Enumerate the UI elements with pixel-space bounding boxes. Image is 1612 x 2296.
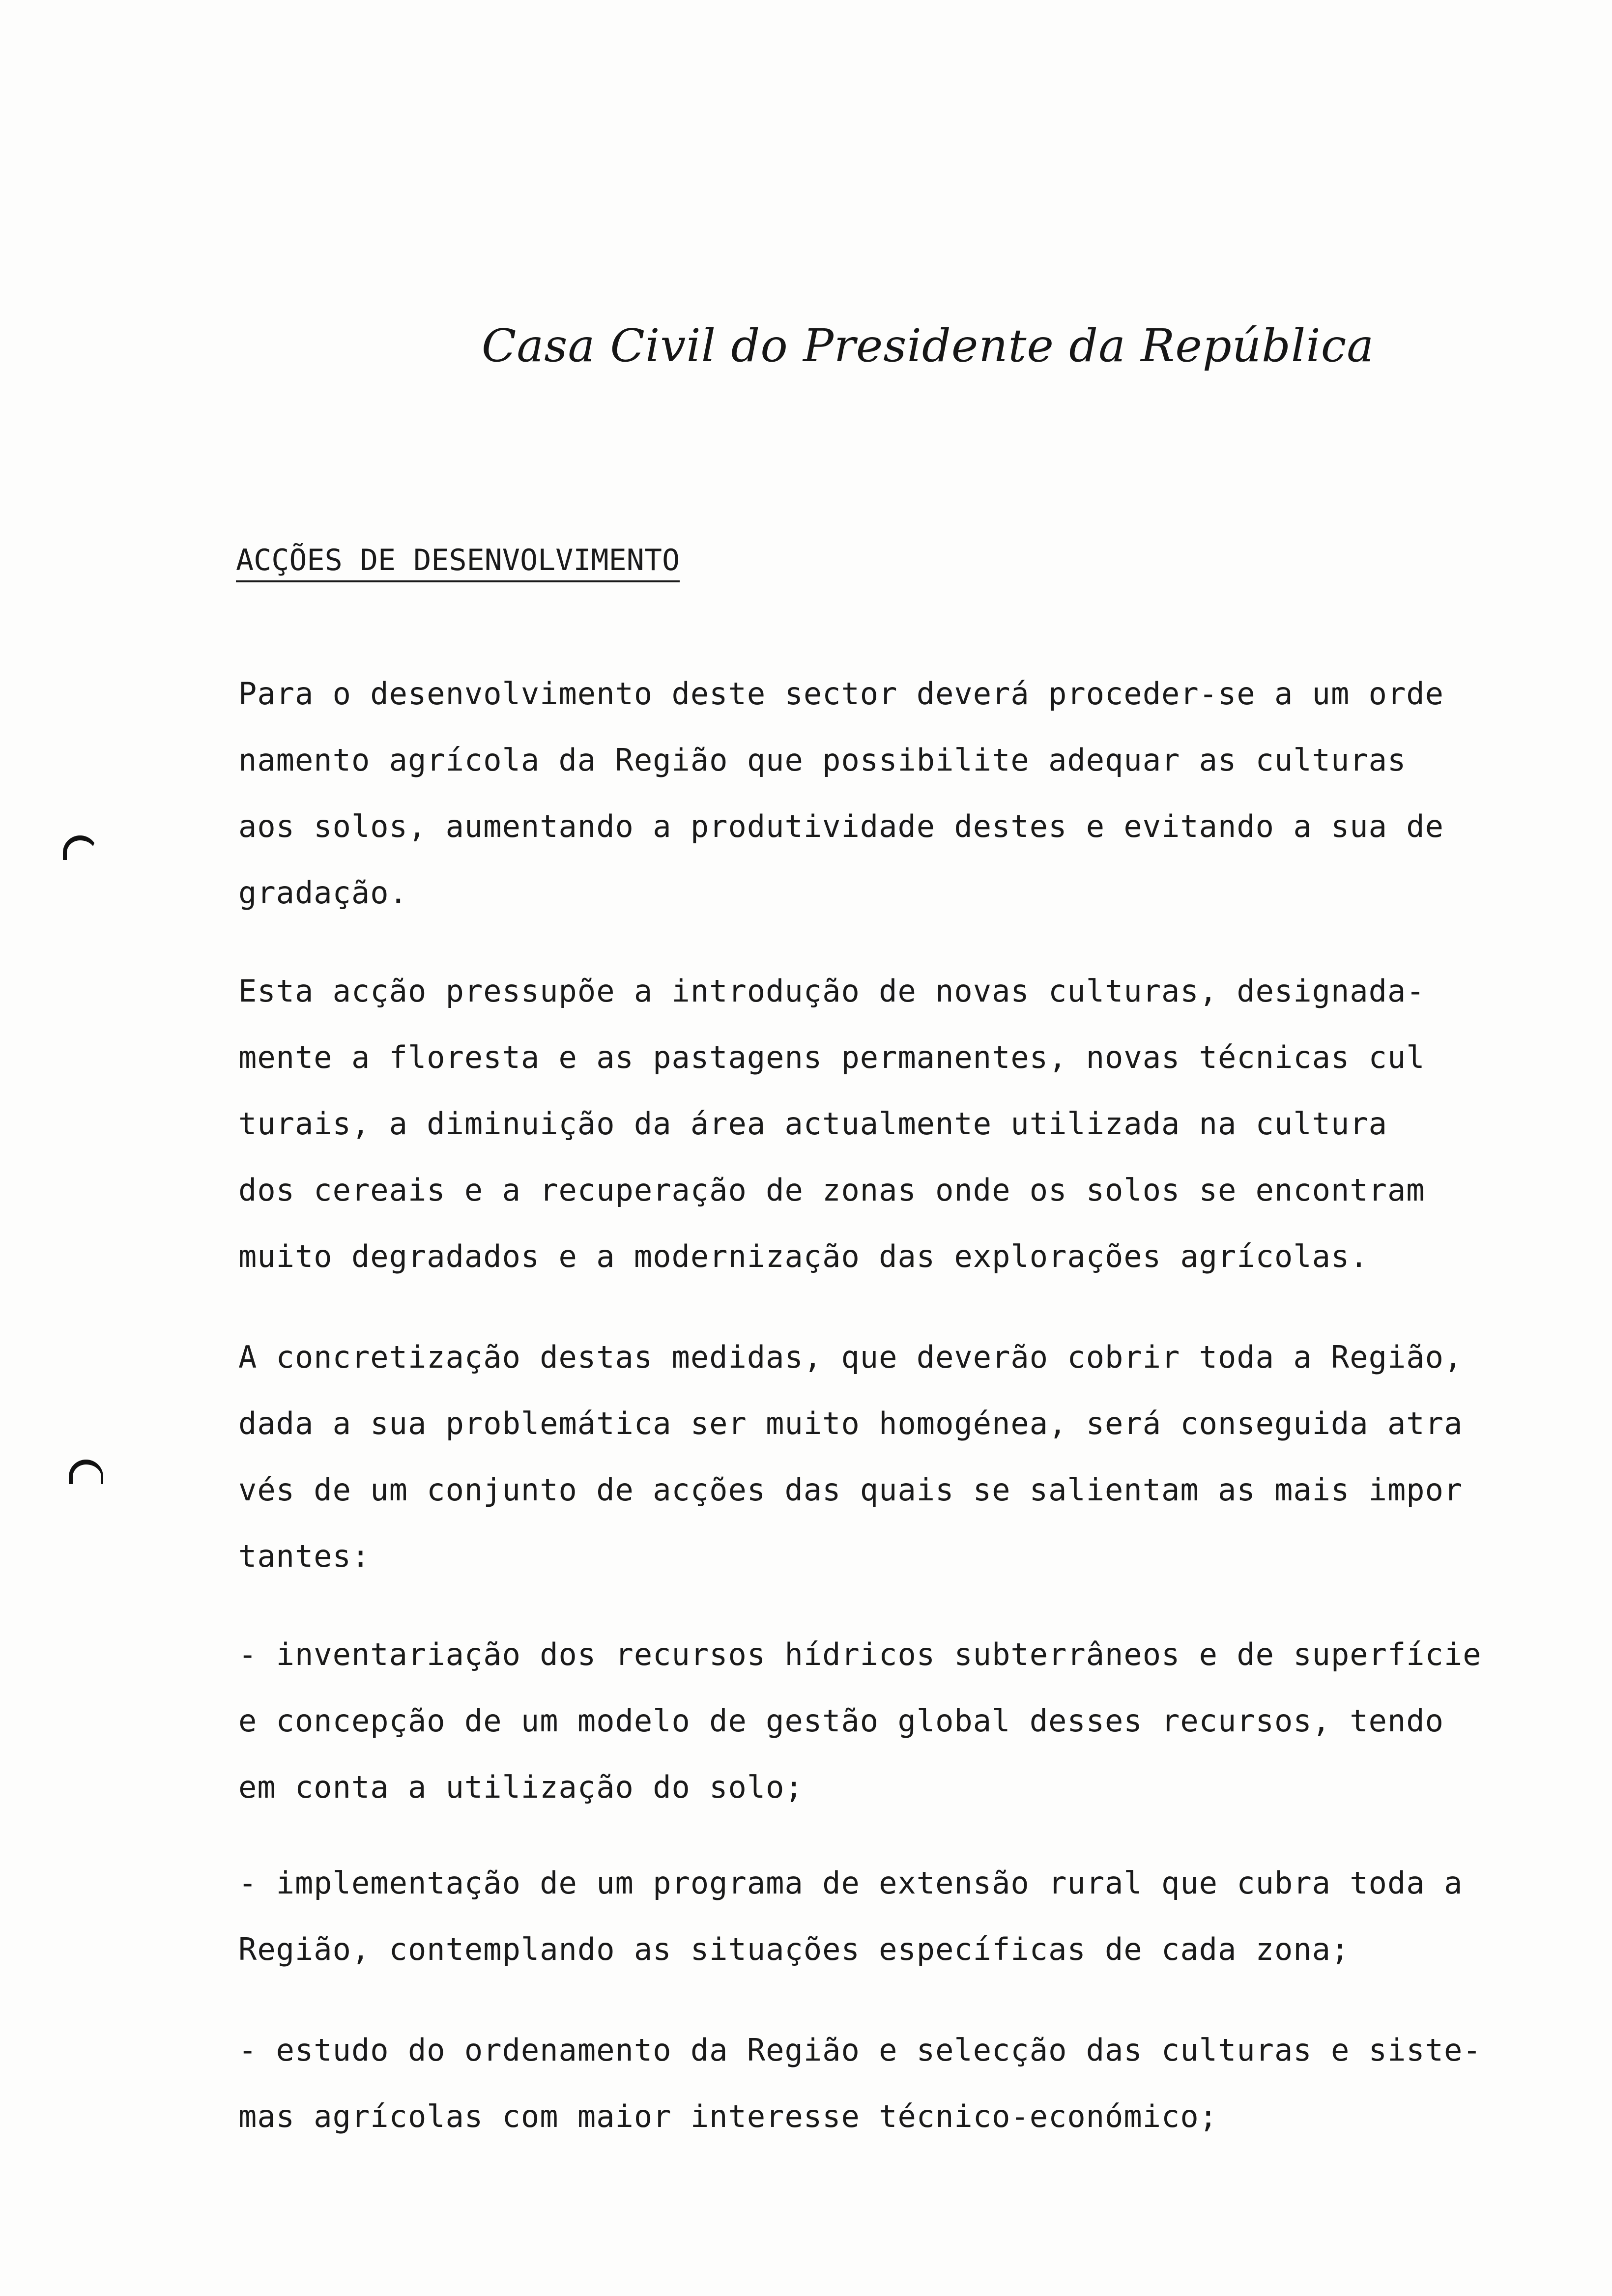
list-item-line: mas agrícolas com maior interesse técnico-económico; [238, 2098, 1218, 2134]
list-item-line: Região, contemplando as situações específicas de cada zona; [238, 1931, 1350, 1967]
body-line: turais, a diminuição da área actualmente utilizada na cultura [238, 1106, 1387, 1142]
list-item-line: em conta a utilização do solo; [238, 1769, 804, 1805]
body-line: Para o desenvolvimento deste sector deverá proceder-se a um orde [238, 676, 1444, 712]
margin-hole-punch-mark [63, 835, 97, 860]
list-item-line: - estudo do ordenamento da Região e selecção das culturas e siste- [238, 2032, 1482, 2068]
body-line: vés de um conjunto de acções das quais se salientam as mais impor [238, 1472, 1463, 1508]
body-line: muito degradados e a modernização das explorações agrícolas. [238, 1238, 1369, 1274]
body-line: dos cereais e a recuperação de zonas onde os solos se encontram [238, 1172, 1425, 1208]
list-item-line: e concepção de um modelo de gestão global desses recursos, tendo [238, 1703, 1444, 1739]
body-line: tantes: [238, 1538, 371, 1574]
body-line: namento agrícola da Região que possibilite adequar as culturas [238, 742, 1407, 778]
section-heading: ACÇÕES DE DESENVOLVIMENTO [236, 543, 680, 582]
letterhead-title: Casa Civil do Presidente da República [482, 319, 1375, 372]
body-line: aos solos, aumentando a produtividade destes e evitando a sua de [238, 808, 1444, 844]
body-line: gradação. [238, 875, 408, 911]
list-item-line: - inventariação dos recursos hídricos subterrâneos e de superfície [238, 1636, 1482, 1672]
body-line: Esta acção pressupõe a introdução de novas culturas, designada- [238, 973, 1425, 1009]
body-line: dada a sua problemática ser muito homogénea, será conseguida atra [238, 1406, 1463, 1441]
list-item-line: - implementação de um programa de extensão rural que cubra toda a [238, 1865, 1463, 1901]
body-line: A concretização destas medidas, que deverão cobrir toda a Região, [238, 1339, 1463, 1375]
margin-hole-punch-mark [69, 1460, 103, 1484]
body-line: mente a floresta e as pastagens permanentes, novas técnicas cul [238, 1039, 1425, 1075]
